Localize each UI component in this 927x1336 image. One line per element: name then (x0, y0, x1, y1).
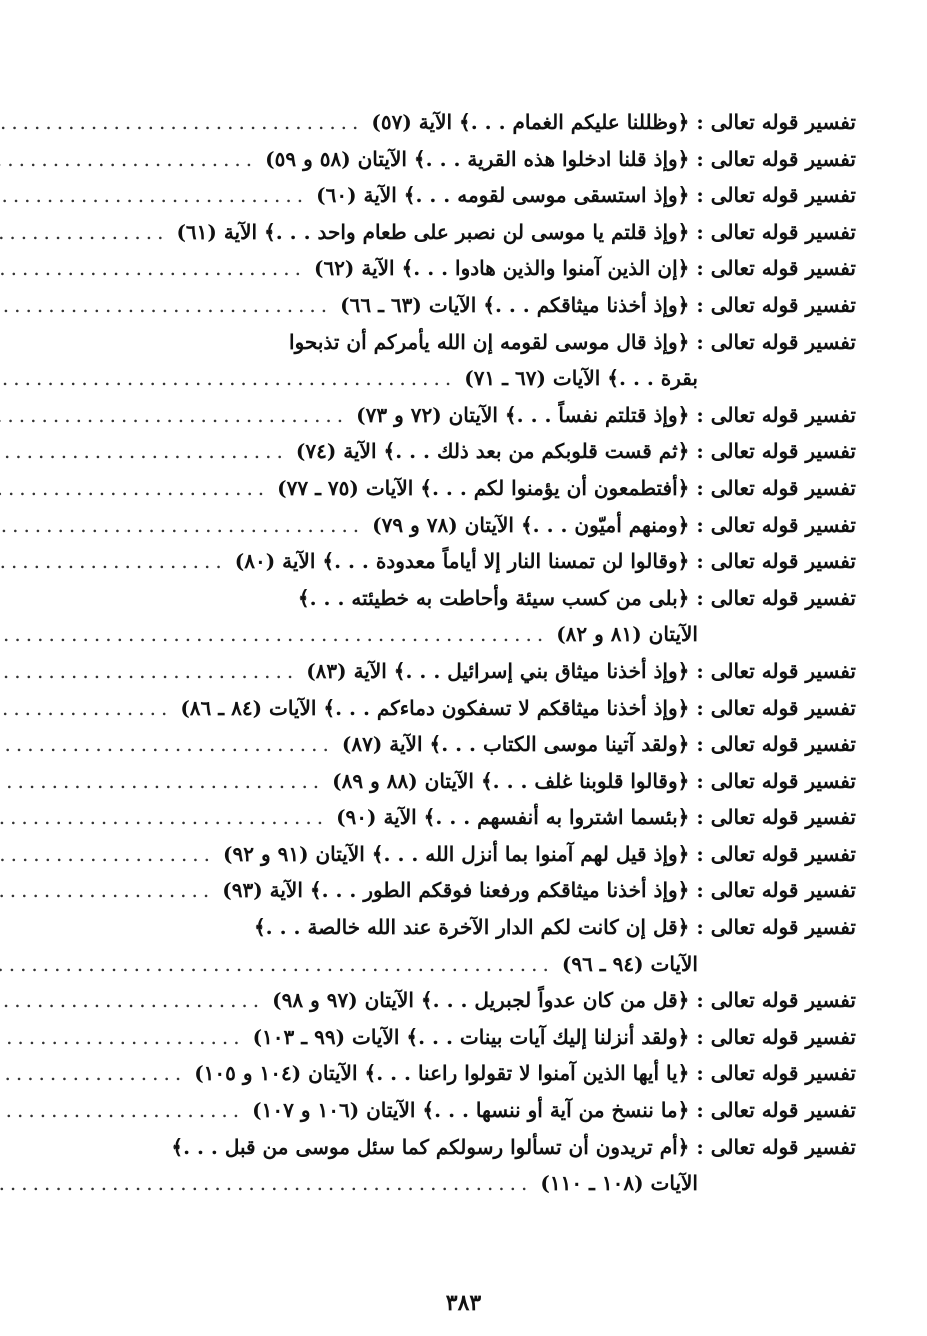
entry-title: ﴿وإذ أخذنا ميثاقكم لا تسفكون دماءكم . . .﴾ الآيات (٨٤ ـ ٨٦) (180, 695, 690, 720)
table-of-contents (108, 104, 856, 1202)
toc-entry (108, 250, 856, 287)
entry-title: ﴿وقالوا لن تمسنا النار إلا أياماً معدودة . . .﴾ الآية (٨٠) (234, 549, 690, 574)
dot-leader (0, 214, 168, 251)
dot-leader (0, 433, 288, 470)
toc-entry (108, 909, 856, 946)
entry-title: ﴿بلى من كسب سيئة وأحاطت به خطيئته . . .﴾ (297, 585, 690, 610)
dot-leader (0, 946, 554, 983)
entry-title: ﴿بئسما اشتروا به أنفسهم . . .﴾ الآية (٩٠) (336, 805, 690, 830)
entry-title: ﴿وإذ أخذنا ميثاقكم ورفعنا فوقكم الطور . . .﴾ الآية (٩٣) (222, 878, 690, 903)
entry-label: تفسير قوله تعالى : (696, 1134, 856, 1159)
entry-title: ﴿قل من كان عدواً لجبريل . . .﴾ الآيتان (٩٧ و ٩٨) (272, 988, 690, 1013)
entry-title: ﴿ولقد آتينا موسى الكتاب . . .﴾ الآية (٨٧) (341, 732, 690, 757)
entry-title: ﴿وظللنا عليكم الغمام . . .﴾ الآية (٥٧) (371, 110, 690, 134)
entry-title: ﴿وقالوا قلوبنا غلف . . .﴾ الآيتان (٨٨ و ٨٩) (332, 768, 690, 793)
entry-title: ﴿إن الذين آمنوا والذين هادوا . . .﴾ الآية (٦٢) (313, 256, 690, 281)
dot-leader (0, 690, 172, 727)
toc-entry (108, 1019, 856, 1056)
entry-title: ﴿أفتطمعون أن يؤمنوا لكم . . .﴾ الآيات (٧٥ ـ ٧٧) (277, 475, 690, 500)
entry-label: تفسير قوله تعالى : (696, 402, 856, 427)
entry-label: تفسير قوله تعالى : (696, 732, 856, 757)
entry-title: ﴿يا أيها الذين آمنوا لا تقولوا راعنا . . .﴾ الآيتان (١٠٤ و ١٠٥) (194, 1061, 690, 1086)
entry-title: ﴿قل إن كانت لكم الدار الآخرة عند الله خالصة . . .﴾ (253, 915, 690, 940)
dot-leader (0, 726, 334, 763)
toc-entry (108, 214, 856, 251)
toc-entry (108, 690, 856, 727)
entry-title: ﴿وإذ أخذنا ميثاقكم . . .﴾ الآيات (٦٣ ـ ٦٦) (340, 292, 690, 317)
toc-entry (108, 799, 856, 836)
toc-entry (108, 616, 856, 653)
entry-label: تفسير قوله تعالى : (696, 292, 856, 317)
entry-label: تفسير قوله تعالى : (696, 475, 856, 500)
entry-title: ﴿وإذ قتلتم نفساً . . .﴾ الآيتان (٧٢ و ٧٣) (356, 402, 690, 427)
toc-entry (108, 982, 856, 1019)
toc-entry (108, 1092, 856, 1129)
entry-label: تفسير قوله تعالى : (696, 183, 856, 208)
entry-label: تفسير قوله تعالى : (696, 110, 856, 134)
dot-leader (0, 1092, 244, 1129)
entry-label: تفسير قوله تعالى : (696, 512, 856, 537)
toc-entry (108, 324, 856, 361)
entry-title: ﴿وإذ قال موسى لقومه إن الله يأمركم أن تذبحوا (289, 329, 690, 354)
toc-entry (108, 543, 856, 580)
entry-label: تفسير قوله تعالى : (696, 988, 856, 1013)
toc-entry (108, 1055, 856, 1092)
entry-title: الآيات (٩٤ ـ ٩٦) (561, 951, 698, 976)
entry-label: تفسير قوله تعالى : (696, 768, 856, 793)
dot-leader (0, 360, 456, 397)
toc-entry (108, 470, 856, 507)
page-number: ٣٨٣ (445, 1290, 482, 1316)
toc-entry (108, 433, 856, 470)
toc-entry (108, 141, 856, 178)
entry-label: تفسير قوله تعالى : (696, 1098, 856, 1123)
entry-label: تفسير قوله تعالى : (696, 805, 856, 830)
dot-leader (0, 799, 328, 836)
entry-title: ﴿ثم قست قلوبكم من بعد ذلك . . .﴾ الآية (٧٤) (295, 439, 690, 464)
entry-label: تفسير قوله تعالى : (696, 841, 856, 866)
dot-leader (0, 507, 364, 544)
toc-entry (108, 872, 856, 909)
dot-leader (0, 763, 324, 800)
entry-title: ﴿ولقد أنزلنا إليك آيات بينات . . .﴾ الآيات (٩٩ ـ ١٠٣) (252, 1024, 690, 1049)
dot-leader (0, 1019, 245, 1056)
entry-title: ﴿وإذ قلتم يا موسى لن نصبر على طعام واحد . . .﴾ الآية (٦١) (176, 219, 690, 244)
entry-label: تفسير قوله تعالى : (696, 658, 856, 683)
dot-leader (0, 470, 269, 507)
toc-entry (108, 1165, 856, 1202)
dot-leader (0, 397, 348, 434)
entry-label: تفسير قوله تعالى : (696, 219, 856, 244)
toc-entry (108, 1129, 856, 1166)
dot-leader (0, 836, 215, 873)
entry-title: ﴿ومنهم أميّون . . .﴾ الآيتان (٧٨ و ٧٩) (372, 512, 690, 537)
entry-title: ﴿أم تريدون أن تسألوا رسولكم كما سئل موسى من قبل . . .﴾ (171, 1134, 690, 1159)
entry-title: ﴿وإذ قيل لهم آمنوا بما أنزل الله . . .﴾ الآيتان (٩١ و ٩٢) (223, 841, 690, 866)
entry-label: تفسير قوله تعالى : (696, 695, 856, 720)
dot-leader (0, 872, 214, 909)
toc-entry (108, 360, 856, 397)
dot-leader (0, 250, 306, 287)
toc-entry (108, 836, 856, 873)
toc-entry (108, 104, 856, 141)
dot-leader (0, 141, 257, 178)
entry-label: تفسير قوله تعالى : (696, 146, 856, 171)
entry-title: الآيتان (٨١ و ٨٢) (556, 622, 698, 647)
dot-leader (0, 104, 363, 141)
entry-title: ﴿وإذ قلنا ادخلوا هذه القرية . . .﴾ الآيتان (٥٨ و ٥٩) (265, 146, 690, 171)
entry-label: تفسير قوله تعالى : (696, 549, 856, 574)
entry-label: تفسير قوله تعالى : (696, 585, 856, 610)
entry-label: تفسير قوله تعالى : (696, 915, 856, 940)
entry-label: تفسير قوله تعالى : (696, 1024, 856, 1049)
dot-leader (0, 1055, 186, 1092)
dot-leader (0, 653, 298, 690)
entry-title: ﴿وإذ استسقى موسى لقومه . . .﴾ الآية (٦٠) (316, 183, 690, 208)
entry-title: الآيات (١٠٨ ـ ١١٠) (540, 1171, 698, 1196)
dot-leader (0, 982, 264, 1019)
toc-entry (108, 397, 856, 434)
entry-title: ﴿وإذ أخذنا ميثاق بني إسرائيل . . .﴾ الآية (٨٣) (306, 658, 690, 683)
entry-label: تفسير قوله تعالى : (696, 439, 856, 464)
entry-label: تفسير قوله تعالى : (696, 1061, 856, 1086)
toc-entry (108, 726, 856, 763)
toc-entry (108, 763, 856, 800)
entry-label: تفسير قوله تعالى : (696, 256, 856, 281)
dot-leader (0, 543, 227, 580)
entry-label: تفسير قوله تعالى : (696, 329, 856, 354)
toc-entry (108, 507, 856, 544)
dot-leader (0, 287, 332, 324)
entry-label: تفسير قوله تعالى : (696, 878, 856, 903)
dot-leader (0, 1165, 532, 1202)
dot-leader (0, 616, 548, 653)
toc-entry (108, 946, 856, 983)
entry-title: ﴿ما ننسخ من آية أو ننسها . . .﴾ الآيتان (١٠٦ و ١٠٧) (252, 1098, 690, 1123)
toc-entry (108, 653, 856, 690)
toc-entry (108, 177, 856, 214)
entry-title: بقرة . . .﴾ الآيات (٦٧ ـ ٧١) (464, 366, 698, 391)
toc-entry (108, 580, 856, 617)
dot-leader (0, 177, 308, 214)
toc-entry (108, 287, 856, 324)
